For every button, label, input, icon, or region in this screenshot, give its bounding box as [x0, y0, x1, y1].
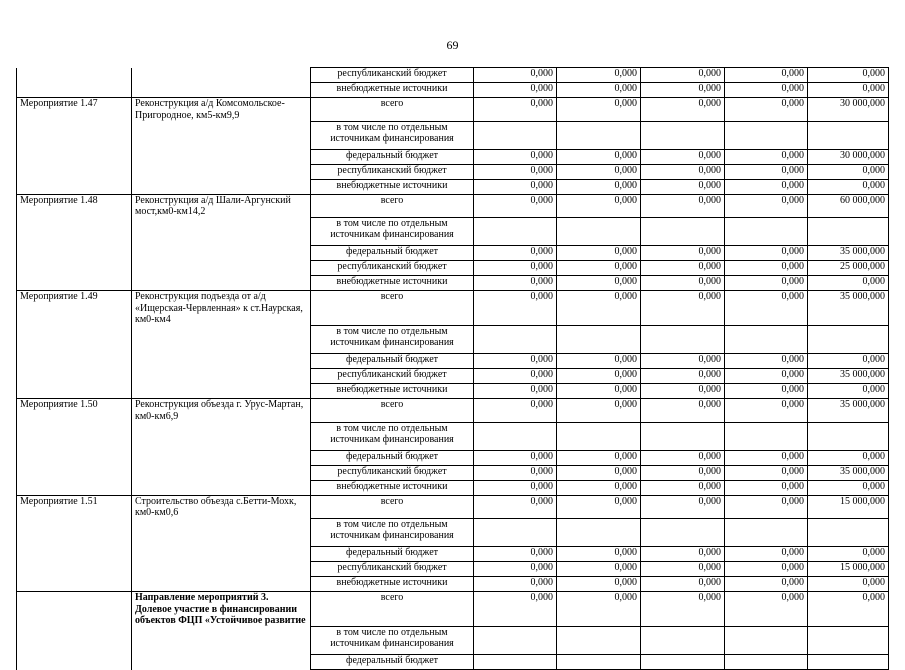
measure-cell [17, 547, 132, 562]
value-cell: 0,000 [725, 480, 808, 495]
value-cell [725, 218, 808, 246]
value-cell [557, 422, 641, 450]
table-row [17, 592, 889, 627]
value-cell: 0,000 [725, 592, 808, 627]
value-cell: 0,000 [474, 450, 557, 465]
table-row [17, 68, 889, 83]
table-row [17, 577, 889, 592]
value-cell: 0,000 [641, 149, 725, 164]
table-row [17, 562, 889, 577]
funding-source-cell: всего [311, 495, 474, 519]
value-cell: 0,000 [474, 83, 557, 98]
value-cell: 0,000 [557, 98, 641, 122]
value-cell: 0,000 [557, 246, 641, 261]
object-name-cell [132, 547, 311, 562]
funding-source-cell: федеральный бюджет [311, 655, 474, 670]
value-cell [725, 422, 808, 450]
table-row [17, 547, 889, 562]
value-cell: 0,000 [474, 577, 557, 592]
value-cell: 0,000 [557, 179, 641, 194]
value-cell: 60 000,000 [808, 194, 889, 218]
measure-cell [17, 179, 132, 194]
value-cell: 0,000 [641, 261, 725, 276]
value-cell: 0,000 [557, 450, 641, 465]
table-row [17, 422, 889, 450]
table-row [17, 495, 889, 519]
funding-source-cell: республиканский бюджет [311, 369, 474, 384]
table-row [17, 194, 889, 218]
value-cell [474, 121, 557, 149]
value-cell: 0,000 [725, 83, 808, 98]
table-row [17, 465, 889, 480]
value-cell: 0,000 [641, 291, 725, 326]
object-name-cell: Реконструкция а/д Комсомольское-Пригородное, км5-км9,9 [132, 98, 311, 122]
measure-cell: Мероприятие 1.48 [17, 194, 132, 218]
measure-cell [17, 465, 132, 480]
measure-cell [17, 422, 132, 450]
value-cell [725, 121, 808, 149]
value-cell: 0,000 [725, 354, 808, 369]
value-cell: 25 000,000 [808, 261, 889, 276]
value-cell [641, 519, 725, 547]
value-cell: 0,000 [557, 384, 641, 399]
object-name-cell: Реконструкция а/д Шали-Аргунский мост,км0-км14,2 [132, 194, 311, 218]
value-cell: 0,000 [557, 149, 641, 164]
table-row [17, 354, 889, 369]
value-cell: 0,000 [808, 547, 889, 562]
value-cell: 0,000 [725, 291, 808, 326]
object-name-cell [132, 577, 311, 592]
table-row [17, 98, 889, 122]
funding-source-cell: федеральный бюджет [311, 149, 474, 164]
measure-cell: Мероприятие 1.50 [17, 399, 132, 423]
value-cell: 15 000,000 [808, 495, 889, 519]
value-cell: 0,000 [808, 354, 889, 369]
object-name-cell [132, 218, 311, 246]
value-cell: 0,000 [641, 480, 725, 495]
value-cell: 0,000 [474, 291, 557, 326]
funding-source-cell: в том числе по отдельным источникам финансирования [311, 627, 474, 655]
measure-cell [17, 164, 132, 179]
value-cell: 0,000 [474, 246, 557, 261]
value-cell [641, 121, 725, 149]
measure-cell [17, 450, 132, 465]
value-cell: 0,000 [641, 98, 725, 122]
measure-cell [17, 83, 132, 98]
measure-cell [17, 121, 132, 149]
table-row [17, 450, 889, 465]
value-cell [557, 655, 641, 670]
funding-source-cell: в том числе по отдельным источникам финансирования [311, 422, 474, 450]
table-row [17, 276, 889, 291]
value-cell: 0,000 [808, 480, 889, 495]
value-cell: 35 000,000 [808, 369, 889, 384]
value-cell [641, 655, 725, 670]
value-cell [641, 218, 725, 246]
funding-source-cell: республиканский бюджет [311, 465, 474, 480]
measure-cell [17, 246, 132, 261]
value-cell [808, 326, 889, 354]
value-cell: 0,000 [641, 465, 725, 480]
value-cell: 0,000 [641, 164, 725, 179]
value-cell: 0,000 [641, 577, 725, 592]
object-name-cell: Реконструкция подъезда от а/д «Ищерская-Червленная» к ст.Наурская, км0-км4 [132, 291, 311, 326]
value-cell: 0,000 [725, 246, 808, 261]
measure-cell [17, 480, 132, 495]
value-cell: 0,000 [725, 384, 808, 399]
object-name-cell [132, 562, 311, 577]
object-name-cell [132, 83, 311, 98]
value-cell: 0,000 [474, 194, 557, 218]
value-cell: 0,000 [557, 276, 641, 291]
object-name-cell [132, 149, 311, 164]
object-name-cell [132, 480, 311, 495]
value-cell: 0,000 [725, 577, 808, 592]
measure-cell [17, 354, 132, 369]
value-cell: 0,000 [725, 399, 808, 423]
measure-cell [17, 519, 132, 547]
value-cell [808, 519, 889, 547]
object-name-cell [132, 246, 311, 261]
value-cell [641, 326, 725, 354]
value-cell: 0,000 [725, 562, 808, 577]
value-cell [474, 519, 557, 547]
value-cell: 15 000,000 [808, 562, 889, 577]
value-cell [557, 627, 641, 655]
value-cell: 0,000 [725, 194, 808, 218]
table-row [17, 399, 889, 423]
page-number: 69 [446, 38, 459, 52]
value-cell: 0,000 [474, 562, 557, 577]
object-name-cell [132, 627, 311, 655]
value-cell: 0,000 [474, 68, 557, 83]
value-cell [557, 519, 641, 547]
value-cell: 0,000 [557, 83, 641, 98]
funding-source-cell: в том числе по отдельным источникам финансирования [311, 519, 474, 547]
value-cell: 0,000 [641, 562, 725, 577]
table-row [17, 83, 889, 98]
value-cell: 0,000 [641, 450, 725, 465]
measure-cell [17, 261, 132, 276]
value-cell [725, 627, 808, 655]
funding-source-cell: всего [311, 399, 474, 423]
value-cell: 0,000 [474, 276, 557, 291]
value-cell: 0,000 [474, 480, 557, 495]
object-name-cell [132, 326, 311, 354]
value-cell: 0,000 [808, 179, 889, 194]
value-cell: 0,000 [557, 547, 641, 562]
funding-source-cell: всего [311, 592, 474, 627]
value-cell: 0,000 [641, 179, 725, 194]
measure-cell [17, 326, 132, 354]
value-cell [725, 655, 808, 670]
value-cell: 0,000 [474, 547, 557, 562]
value-cell [474, 218, 557, 246]
table-row [17, 179, 889, 194]
value-cell: 0,000 [641, 194, 725, 218]
funding-source-cell: федеральный бюджет [311, 547, 474, 562]
value-cell [808, 121, 889, 149]
table-row [17, 480, 889, 495]
measure-cell [17, 577, 132, 592]
table-row [17, 149, 889, 164]
object-name-cell [132, 354, 311, 369]
funding-source-cell: внебюджетные источники [311, 577, 474, 592]
value-cell: 0,000 [557, 194, 641, 218]
value-cell: 0,000 [725, 495, 808, 519]
object-name-cell [132, 164, 311, 179]
value-cell: 0,000 [474, 592, 557, 627]
value-cell: 0,000 [725, 547, 808, 562]
value-cell: 0,000 [557, 68, 641, 83]
measure-cell: Мероприятие 1.49 [17, 291, 132, 326]
value-cell [808, 218, 889, 246]
value-cell: 0,000 [808, 83, 889, 98]
value-cell: 0,000 [725, 98, 808, 122]
value-cell: 0,000 [474, 149, 557, 164]
value-cell: 0,000 [474, 465, 557, 480]
value-cell: 0,000 [557, 495, 641, 519]
funding-source-cell: всего [311, 194, 474, 218]
value-cell [641, 627, 725, 655]
funding-source-cell: внебюджетные источники [311, 179, 474, 194]
funding-source-cell: в том числе по отдельным источникам финансирования [311, 121, 474, 149]
value-cell: 0,000 [725, 369, 808, 384]
value-cell: 0,000 [557, 480, 641, 495]
measure-cell [17, 276, 132, 291]
object-name-cell [132, 68, 311, 83]
value-cell: 0,000 [557, 577, 641, 592]
value-cell: 0,000 [557, 399, 641, 423]
value-cell: 0,000 [808, 577, 889, 592]
object-name-cell [132, 276, 311, 291]
value-cell [474, 422, 557, 450]
value-cell: 35 000,000 [808, 246, 889, 261]
value-cell [474, 655, 557, 670]
value-cell: 0,000 [808, 592, 889, 627]
object-name-cell [132, 121, 311, 149]
value-cell [808, 655, 889, 670]
value-cell: 0,000 [474, 261, 557, 276]
object-name-cell [132, 422, 311, 450]
funding-source-cell: республиканский бюджет [311, 562, 474, 577]
value-cell: 0,000 [808, 450, 889, 465]
value-cell: 0,000 [474, 369, 557, 384]
value-cell [808, 627, 889, 655]
object-name-cell [132, 465, 311, 480]
object-name-cell [132, 261, 311, 276]
value-cell: 0,000 [641, 495, 725, 519]
measure-cell [17, 562, 132, 577]
financing-table [16, 67, 889, 670]
value-cell: 35 000,000 [808, 291, 889, 326]
value-cell: 0,000 [557, 562, 641, 577]
table-row [17, 261, 889, 276]
object-name-cell [132, 369, 311, 384]
value-cell [474, 326, 557, 354]
object-name-cell [132, 384, 311, 399]
value-cell: 0,000 [641, 246, 725, 261]
object-name-cell: Направление мероприятий 3. Долевое участие в финансировании объектов ФЦП «Устойчивое развитие [132, 592, 311, 627]
value-cell: 0,000 [808, 68, 889, 83]
value-cell: 0,000 [725, 149, 808, 164]
value-cell [557, 326, 641, 354]
value-cell: 0,000 [725, 465, 808, 480]
funding-source-cell: внебюджетные источники [311, 384, 474, 399]
measure-cell: Мероприятие 1.51 [17, 495, 132, 519]
table-row [17, 164, 889, 179]
table-row [17, 326, 889, 354]
table-row [17, 291, 889, 326]
table-row [17, 519, 889, 547]
value-cell: 0,000 [474, 354, 557, 369]
table-row [17, 627, 889, 655]
value-cell [808, 422, 889, 450]
table-row [17, 121, 889, 149]
value-cell: 0,000 [474, 384, 557, 399]
object-name-cell: Строительство объезда с.Бетти-Мохк, км0-км0,6 [132, 495, 311, 519]
table-row [17, 246, 889, 261]
measure-cell [17, 369, 132, 384]
value-cell: 35 000,000 [808, 399, 889, 423]
funding-source-cell: всего [311, 98, 474, 122]
table-row [17, 218, 889, 246]
value-cell: 0,000 [557, 465, 641, 480]
value-cell: 0,000 [557, 369, 641, 384]
table-row [17, 369, 889, 384]
funding-source-cell: федеральный бюджет [311, 246, 474, 261]
value-cell: 0,000 [808, 164, 889, 179]
value-cell: 0,000 [641, 592, 725, 627]
value-cell: 0,000 [474, 164, 557, 179]
measure-cell [17, 655, 132, 670]
value-cell: 0,000 [557, 592, 641, 627]
measure-cell [17, 218, 132, 246]
value-cell: 0,000 [725, 179, 808, 194]
table-row [17, 655, 889, 670]
measure-cell [17, 627, 132, 655]
funding-source-cell: федеральный бюджет [311, 450, 474, 465]
funding-source-cell: федеральный бюджет [311, 354, 474, 369]
value-cell: 0,000 [641, 68, 725, 83]
value-cell: 0,000 [474, 98, 557, 122]
value-cell: 0,000 [641, 83, 725, 98]
value-cell: 0,000 [557, 261, 641, 276]
value-cell: 0,000 [725, 276, 808, 291]
value-cell [557, 218, 641, 246]
value-cell: 0,000 [474, 399, 557, 423]
value-cell: 0,000 [725, 450, 808, 465]
value-cell: 0,000 [474, 179, 557, 194]
value-cell: 35 000,000 [808, 465, 889, 480]
value-cell: 0,000 [808, 276, 889, 291]
measure-cell [17, 149, 132, 164]
funding-source-cell: республиканский бюджет [311, 68, 474, 83]
object-name-cell [132, 450, 311, 465]
funding-source-cell: республиканский бюджет [311, 261, 474, 276]
value-cell: 0,000 [557, 291, 641, 326]
object-name-cell: Реконструкция объезда г. Урус-Мартан, км0-км6,9 [132, 399, 311, 423]
table-body [17, 68, 889, 670]
measure-cell [17, 384, 132, 399]
funding-source-cell: внебюджетные источники [311, 83, 474, 98]
funding-source-cell: в том числе по отдельным источникам финансирования [311, 218, 474, 246]
value-cell: 0,000 [641, 399, 725, 423]
value-cell: 0,000 [557, 164, 641, 179]
measure-cell [17, 68, 132, 83]
measure-cell [17, 592, 132, 627]
value-cell: 0,000 [641, 547, 725, 562]
value-cell [725, 326, 808, 354]
value-cell: 0,000 [557, 354, 641, 369]
value-cell: 0,000 [641, 354, 725, 369]
measure-cell: Мероприятие 1.47 [17, 98, 132, 122]
value-cell: 0,000 [725, 261, 808, 276]
value-cell: 0,000 [725, 164, 808, 179]
object-name-cell [132, 519, 311, 547]
funding-source-cell: в том числе по отдельным источникам финансирования [311, 326, 474, 354]
value-cell: 30 000,000 [808, 149, 889, 164]
value-cell [557, 121, 641, 149]
value-cell: 0,000 [808, 384, 889, 399]
funding-source-cell: внебюджетные источники [311, 480, 474, 495]
value-cell: 0,000 [641, 384, 725, 399]
object-name-cell [132, 179, 311, 194]
value-cell [725, 519, 808, 547]
table-row [17, 384, 889, 399]
value-cell: 0,000 [725, 68, 808, 83]
value-cell [474, 627, 557, 655]
value-cell: 30 000,000 [808, 98, 889, 122]
object-name-cell [132, 655, 311, 670]
value-cell: 0,000 [641, 276, 725, 291]
value-cell: 0,000 [641, 369, 725, 384]
funding-source-cell: внебюджетные источники [311, 276, 474, 291]
funding-source-cell: всего [311, 291, 474, 326]
value-cell: 0,000 [474, 495, 557, 519]
funding-source-cell: республиканский бюджет [311, 164, 474, 179]
value-cell [641, 422, 725, 450]
